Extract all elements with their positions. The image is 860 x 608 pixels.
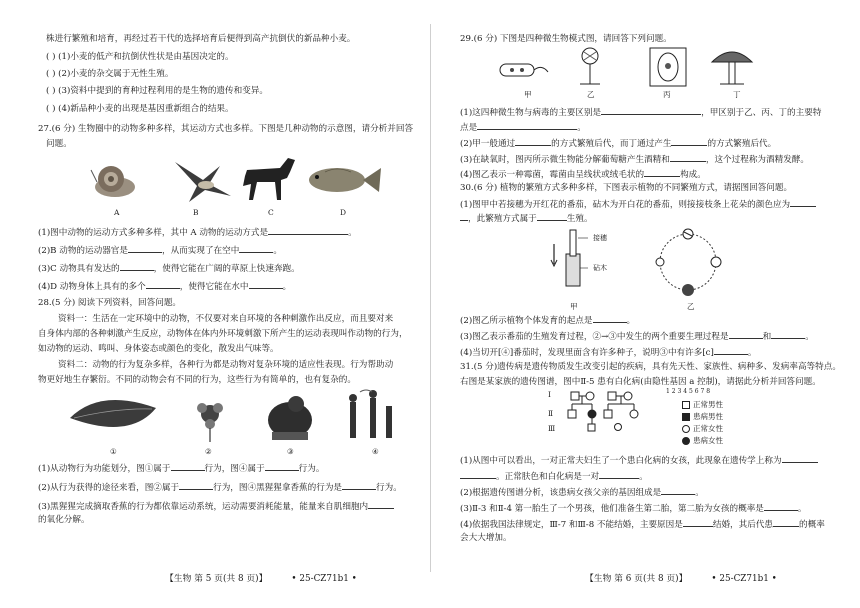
label-3: ③: [287, 447, 294, 456]
q31-stem-cont: 右图是某家族的遗传图谱，图中Ⅱ-5 患有白化病(由隐性基因 a 控制)，请据此分析并回答问题。: [460, 377, 821, 387]
normal-female-icon: [682, 425, 690, 433]
q31-sub-1-cont: 。正常肤色和白化病是一对 。: [460, 470, 648, 484]
mushroom-image: [712, 52, 752, 84]
chimp-banana-image: [349, 390, 392, 438]
q27-sub-3: (3)C 动物具有发达的 ，使得它能在广阔的草原上快速奔跑。: [38, 264, 300, 274]
tomato-life-cycle-image: [656, 229, 721, 296]
yeast-image: [650, 48, 686, 86]
bacterium-image: [500, 64, 548, 76]
normal-male-icon: [682, 401, 690, 409]
pedigree-i4: [624, 392, 632, 400]
q28-stem: 28.(5 分) 阅读下列资料，回答问题。: [38, 298, 182, 308]
q28-material2-line2: 物更好地生存繁衍。不同的动物会有不同的行为，这些行为有简单的，也有复杂的。: [38, 375, 356, 385]
q28-material2-line1: 资料二：动物的行为复杂多样，各种行为都是动物对复杂环境的适应性表现。行为帮助动: [58, 360, 394, 370]
q29-sub-1-cont: 点是 。: [460, 123, 586, 133]
label-bing: 丙: [663, 90, 671, 99]
q31-sub-4-cont: 会大大增加。: [460, 533, 512, 543]
judgement-2: ( ) (2)小麦的杂交属于无性生殖。: [46, 69, 174, 79]
legend-affected-female: 患病女性: [682, 436, 723, 446]
q27-stem-cont: 问题。: [46, 139, 72, 149]
q31-sub-2: (2)根据遗传图谱分析，该患病女孩父亲的基因组成是 。: [460, 488, 704, 498]
page-footer: 【生物 第 6 页(共 8 页)】 • 25-CZ71b1 •: [585, 574, 777, 585]
horse-image: [243, 158, 295, 200]
gen-2: Ⅱ: [548, 409, 554, 418]
page-footer: 【生物 第 5 页(共 8 页)】 • 25-CZ71b1 •: [165, 574, 357, 585]
bee-flower-image: [197, 403, 223, 442]
q27-sub-2: (2)B 动物的运动器官是 ，从而实现了在空中 。: [38, 246, 282, 256]
pedigree-iii7: [588, 424, 595, 431]
microbes-figure: [490, 44, 760, 90]
label-ding: 丁: [733, 90, 741, 99]
q28-sub-3: (3)黑猩猩完成摘取香蕉的行为都依靠运动系统，运动需要消耗能量，能量来自肌细胞内: [38, 500, 394, 514]
mold-image: [580, 48, 600, 84]
plant-reproduction-figure: [548, 224, 748, 300]
label-fig-jia: 甲: [570, 302, 578, 311]
label-2: ②: [205, 447, 212, 456]
q29-sub-4: (4)图乙表示一种霉菌，霉菌由呈线状或绒毛状的 构成。: [460, 170, 706, 180]
q28-material1-line1: 资料一：生活在一定环境中的动物，不仅要对来自环境的各种刺激作出反应，而且要对来: [58, 314, 394, 324]
pedigree-ii5: [588, 410, 596, 418]
behaviour-figure: [60, 388, 400, 446]
pedigree-iii8: [615, 424, 622, 431]
pedigree-ii6: [604, 410, 612, 418]
pedigree-numbers: 1 2 3 4 5 6 7 8: [666, 388, 711, 395]
q30-stem: 30.(6 分) 植物的繁殖方式多种多样，下图表示植物的不同繁殖方式，请据图回答问题。: [460, 183, 793, 193]
label-fig-yi: 乙: [687, 302, 695, 311]
q28-sub-2: (2)从行为获得的途径来看，图②属于 行为，图④黑猩猩拿香蕉的行为是 行为。: [38, 483, 402, 493]
q27-stem: 27.(6 分) 生物圈中的动物多种多样，其运动方式也多样。下图是几种动物的示意图，请分析并回答: [38, 124, 414, 134]
animals-figure: [85, 152, 385, 207]
gen-1: Ⅰ: [548, 390, 551, 399]
q27-sub-1: (1)图中动物的运动方式多种多样，其中 A 动物的运动方式是 。: [38, 228, 357, 238]
q31-sub-3: (3)Ⅱ-3 和Ⅱ-4 第一胎生了一个男孩，他们准备生第二胎，第二胎为女孩的概率是 。: [460, 504, 807, 514]
snail-image: [91, 166, 135, 197]
pedigree-i2: [586, 392, 594, 400]
judgement-3: ( ) (3)资料中提到的育种过程利用的是生物的遗传和变异。: [46, 86, 268, 96]
grafting-image: [551, 230, 588, 286]
q28-sub-1: (1)从动物行为功能划分，图①属于 行为，图④属于 行为。: [38, 464, 325, 474]
q27-sub-4: (4)D 动物身体上具有的多个 ，使得它能在水中 。: [38, 282, 292, 292]
label-4: ④: [372, 447, 379, 456]
label-a: A: [114, 208, 120, 217]
q29-sub-3: (3)在缺氧时，图丙所示微生物能分解葡萄糖产生酒精和 ，这个过程称为酒精发酵。: [460, 155, 809, 165]
q28-material1-line2: 自身体内部的各种刺激产生反应，动物体在体内外环境刺激下所产生的运动表现叫作动物的行为，: [38, 329, 408, 339]
q31-sub-4: (4)依据我国法律规定，Ⅲ-7 和Ⅲ-8 不能结婚，主要原因是 结婚，其后代患 的概率: [460, 520, 825, 530]
legend-normal-male: 正常男性: [682, 400, 723, 410]
q30-sub-1-cont: ，此繁殖方式属于 生殖。: [460, 212, 593, 226]
label-jia: 甲: [524, 90, 532, 99]
label-1: ①: [110, 447, 117, 456]
gen-3: Ⅲ: [548, 424, 556, 433]
judgement-1: ( ) (1)小麦的低产和抗倒伏性状是由基因决定的。: [46, 52, 234, 62]
pedigree-ii-b: [630, 410, 638, 418]
judgement-4: ( ) (4)新品种小麦的出现是基因重新组合的结果。: [46, 104, 234, 114]
label-stock: 砧木: [593, 264, 607, 272]
pedigree-ii: [568, 410, 576, 418]
legend-affected-male: 患病男性: [682, 412, 723, 422]
q28-material1-line3: 如动物的运动、鸣叫、身体姿态或颜色的变化，散发出气味等。: [38, 344, 279, 354]
intro-line: 株进行繁殖和培育，再经过若干代的选择培育后便得到高产抗倒伏的新品种小麦。: [46, 34, 356, 44]
q29-sub-1: (1)这四种微生物与病毒的主要区别是 ，甲区别于乙、丙、丁的主要特: [460, 108, 822, 118]
label-d: D: [340, 208, 347, 217]
pedigree-chart: [558, 388, 658, 432]
q30-sub-2: (2)图乙所示植物个体发育的起点是 。: [460, 316, 636, 326]
swallow-image: [175, 162, 231, 202]
q31-sub-1: (1)从图中可以看出，一对正常夫妇生了一个患白化病的女孩，此现象在遗传学上称为: [460, 454, 818, 468]
carp-image: [309, 168, 381, 192]
leaf-insect-image: [70, 400, 156, 427]
q30-sub-3: (3)图乙表示番茄的生殖发育过程，②→③中发生的两个重要生理过程是 和 。: [460, 332, 814, 342]
q30-sub-4: (4)当切开[④]番茄时，发现里面含有许多种子，说明③中有许多[c] 。: [460, 348, 757, 358]
chimpanzee-image: [268, 396, 312, 440]
q30-sub-1: (1)图甲中若接穗为开红花的番茄，砧木为开白花的番茄，则接接枝条上花朵的颜色应为: [460, 198, 816, 212]
pedigree-i3: [608, 392, 616, 400]
pedigree-i1: [571, 392, 579, 400]
label-scion: 接穗: [593, 234, 607, 242]
q29-stem: 29.(6 分) 下图是四种微生物模式图，请回答下列问题。: [460, 34, 672, 44]
q28-sub-3-cont: 的氧化分解。: [38, 515, 90, 525]
q29-sub-2: (2)甲一般通过 的方式繁殖后代，而丁通过产生 的方式繁殖后代。: [460, 139, 777, 149]
affected-female-icon: [682, 437, 690, 445]
label-b: B: [193, 208, 199, 217]
label-yi: 乙: [587, 90, 595, 99]
q31-stem: 31.(5 分)遗传病是遗传物质发生改变引起的疾病，具有先天性、家族性、病种多、发病率高等特点。: [460, 362, 841, 372]
affected-male-icon: [682, 413, 690, 421]
page-6: [430, 0, 860, 608]
legend-normal-female: 正常女性: [682, 424, 723, 434]
label-c: C: [268, 208, 274, 217]
